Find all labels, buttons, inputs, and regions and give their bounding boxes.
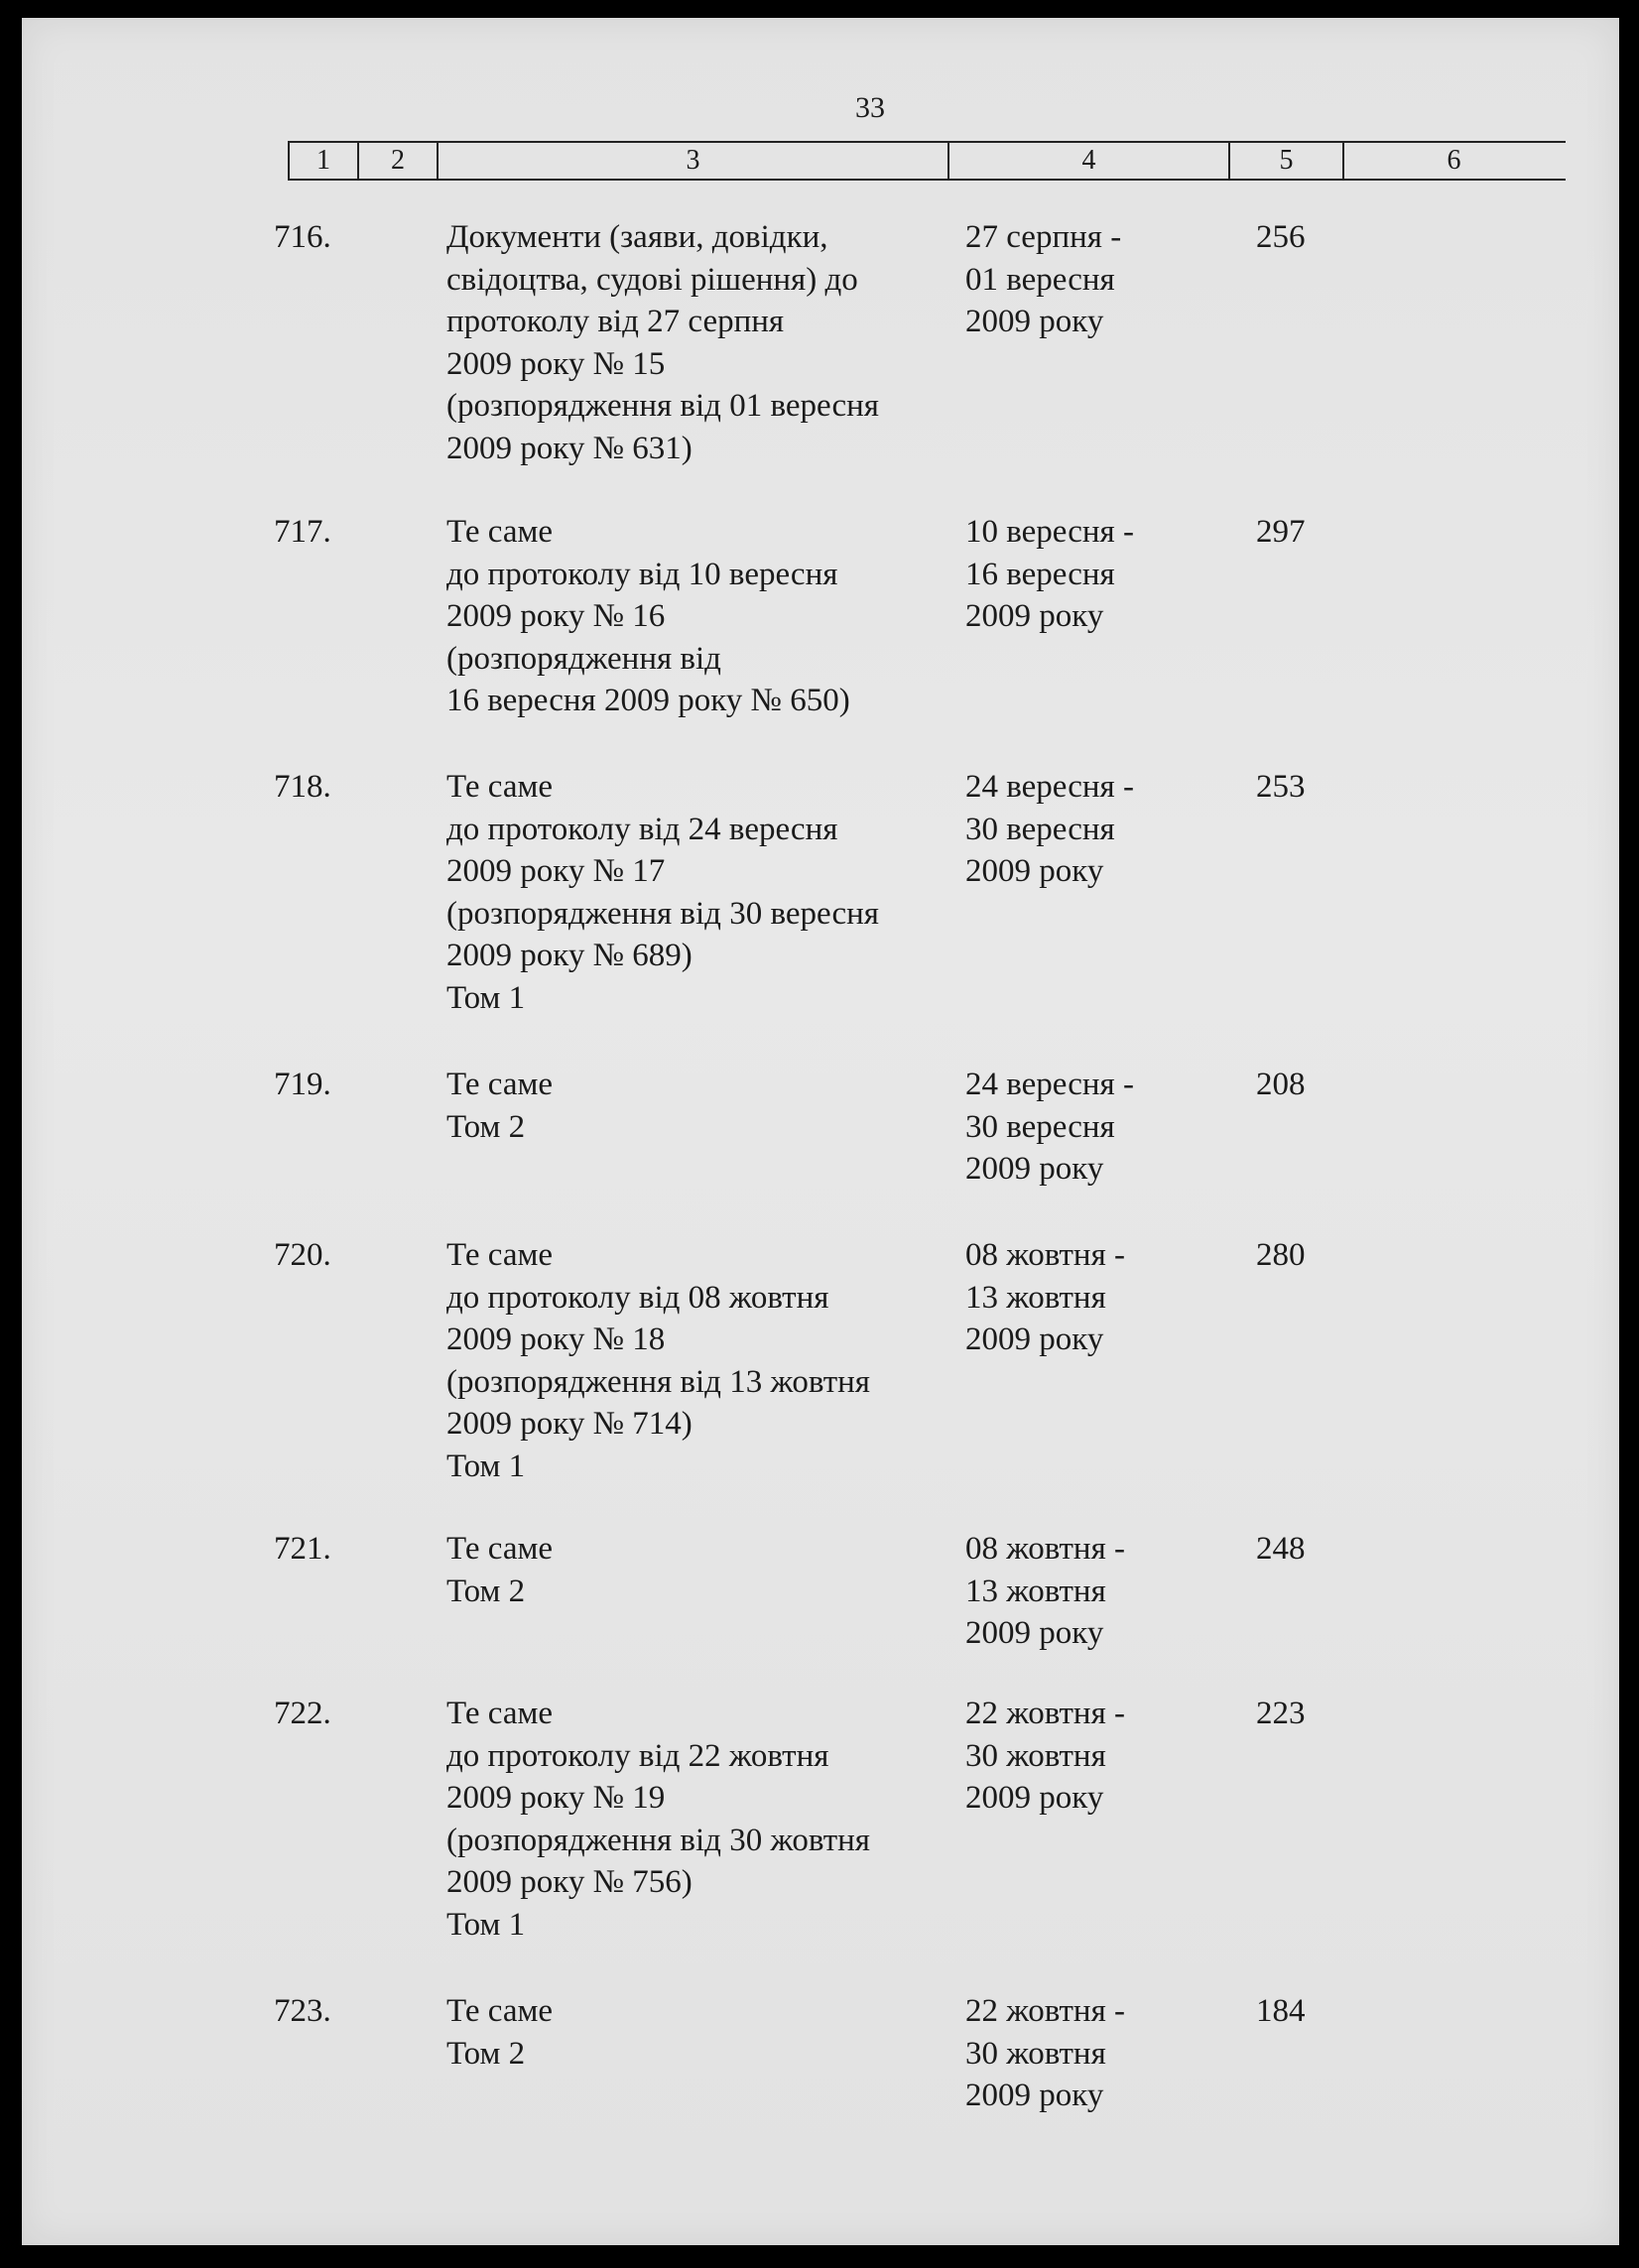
entry-sheet-count: 184 <box>1256 1993 1306 2029</box>
entry-sheet-count: 280 <box>1256 1237 1306 1273</box>
entry-sheet-count: 248 <box>1256 1531 1306 1567</box>
entry-dates: 22 жовтня - 30 жовтня 2009 року <box>965 1696 1125 1816</box>
entry-number: 718. <box>274 769 331 805</box>
column-header-2: 2 <box>359 143 439 179</box>
entry-title: Те саме Том 2 <box>446 1531 554 1609</box>
entry-number: 720. <box>274 1237 331 1273</box>
entry-dates: 24 вересня - 30 вересня 2009 року <box>965 769 1134 889</box>
entry-title: Те саме до протоколу від 24 вересня 2009 року № 17 (розпорядження від 30 вересня 2009 року № 689) Том 1 <box>446 769 879 1016</box>
entry-dates: 10 вересня - 16 вересня 2009 року <box>965 514 1134 634</box>
entry-title: Те саме Том 2 <box>446 1993 554 2072</box>
entry-number: 723. <box>274 1993 331 2029</box>
entry-dates: 22 жовтня - 30 жовтня 2009 року <box>965 1993 1125 2113</box>
entry-dates: 08 жовтня - 13 жовтня 2009 року <box>965 1237 1125 1357</box>
entry-dates: 27 серпня - 01 вересня 2009 року <box>965 219 1122 339</box>
column-header-3: 3 <box>439 143 949 179</box>
entry-number: 716. <box>274 219 331 255</box>
entry-sheet-count: 256 <box>1256 219 1306 255</box>
entry-number: 717. <box>274 514 331 550</box>
page-number: 33 <box>855 91 885 124</box>
entry-title: Те саме до протоколу від 10 вересня 2009 року № 16 (розпорядження від 16 вересня 2009 року № 650) <box>446 514 850 718</box>
column-header-4: 4 <box>949 143 1230 179</box>
column-header-1: 1 <box>290 143 359 179</box>
entry-title: Те саме Том 2 <box>446 1067 554 1145</box>
entry-number: 721. <box>274 1531 331 1567</box>
entry-title: Те саме до протоколу від 08 жовтня 2009 року № 18 (розпорядження від 13 жовтня 2009 року № 714) Том 1 <box>446 1237 870 1484</box>
entry-sheet-count: 223 <box>1256 1696 1306 1731</box>
entry-title: Те саме до протоколу від 22 жовтня 2009 року № 19 (розпорядження від 30 жовтня 2009 року № 756) Том 1 <box>446 1696 870 1943</box>
column-header-6: 6 <box>1447 145 1461 176</box>
entry-dates: 24 вересня - 30 вересня 2009 року <box>965 1067 1134 1187</box>
entry-sheet-count: 253 <box>1256 769 1306 805</box>
entry-dates: 08 жовтня - 13 жовтня 2009 року <box>965 1531 1125 1651</box>
column-header-5: 5 <box>1230 143 1344 179</box>
entry-number: 722. <box>274 1696 331 1731</box>
entry-sheet-count: 297 <box>1256 514 1306 550</box>
entry-number: 719. <box>274 1067 331 1102</box>
entry-title: Документи (заяви, довідки, свідоцтва, судові рішення) до протоколу від 27 серпня 2009 року № 15 (розпорядження від 01 вересня 2009 року № 631) <box>446 219 879 466</box>
entry-sheet-count: 208 <box>1256 1067 1306 1102</box>
